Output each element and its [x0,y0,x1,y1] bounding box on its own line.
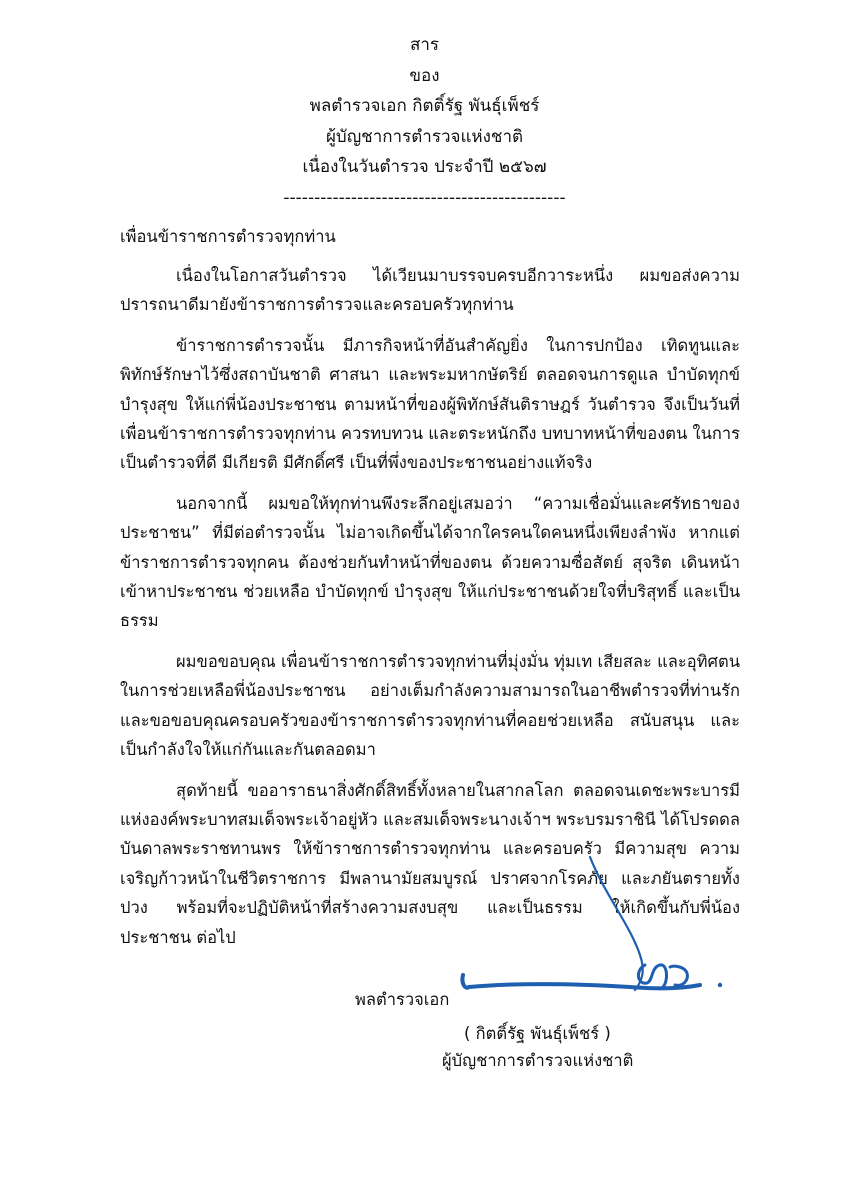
header-line-author: พลตำรวจเอก กิตติ์รัฐ พันธุ์เพ็ชร์ [309,96,540,116]
paragraph-1: เนื่องในโอกาสวันตำรวจ ได้เวียนมาบรรจบครบอีกวาระหนึ่ง ผมขอส่งความปรารถนาดีมายังข้าราชการตำรวจและครอบครัวทุกท่าน [120,266,740,315]
header-line-of: ของ [409,65,440,86]
letter-header [0,30,849,213]
signature-name: ( กิตติ์รัฐ พันธุ์เพ็ชร์ ) [464,1024,611,1043]
handwritten-signature [455,855,755,1015]
signature-stroke [590,857,643,990]
signature-rank: พลตำรวจเอก [355,990,450,1009]
paragraph-3: นอกจากนี้ ผมขอให้ทุกท่านพึงระลึกอยู่เสมอว่า “ความเชื่อมั่นและศรัทธาของประชาชน” ที่มีต่อตำรวจนั้น ไม่อาจเกิดขึ้นได้จากใครคนใดคนหนึ่งเพียงลำพัง หากแต่ข้าราชการตำรวจทุกคน ต้องช่วยกันทำหน้าที่ของตน ด้วยความซื่อสัตย์ สุจริต เดินหน้าเข้าหาประชาชน ช่วยเหลือ บำบัดทุกข์ บำรุงสุข ให้แก่ประชาชนด้วยใจที่บริสุทธิ์ และเป็นธรรม [120,493,740,631]
signature-dot [718,983,722,987]
paragraph-2: ข้าราชการตำรวจนั้น มีภารกิจหน้าที่อันสำคัญยิ่ง ในการปกป้อง เทิดทูนและพิทักษ์รักษาไว้ซึ่งสถาบันชาติ ศาสนา และพระมหากษัตริย์ ตลอดจนการดูแล บำบัดทุกข์ บำรุงสุข ให้แก่พี่น้องประชาชน ตามหน้าที่ของผู้พิทักษ์สันติราษฎร์ วันตำรวจ จึงเป็นวันที่เพื่อนข้าราชการตำรวจทุกท่าน ควรทบทวน และตระหนักถึง บทบาทหน้าที่ของตน ในการเป็นตำรวจที่ดี มีเกียรติ มีศักดิ์ศรี เป็นที่พึ่งของประชาชนอย่างแท้จริง [120,335,740,473]
paragraph-4: ผมขอขอบคุณ เพื่อนข้าราชการตำรวจทุกท่านที่มุ่งมั่น ทุ่มเท เสียสละ และอุทิศตนในการช่วยเหลือพี่น้องประชาชน อย่างเต็มกำลังความสามารถในอาชีพตำรวจที่ท่านรักและขอขอบคุณครอบครัวของข้าราชการตำรวจทุกท่านที่คอยช่วยเหลือ สนับสนุน และเป็นกำลังใจให้แก่กันและกันตลอดมา [120,651,740,760]
signature-title: ผู้บัญชาการตำรวจแห่งชาติ [442,1051,634,1070]
signature-stroke [638,965,687,987]
letter-body [120,222,740,963]
header-divider: ---------------------------------------------- [283,187,566,208]
salutation: เพื่อนข้าราชการตำรวจทุกท่าน [120,227,336,246]
header-line-message: สาร [409,35,440,55]
header-line-occasion: เนื่องในวันตำรวจ ประจำปี ๒๕๖๗ [302,157,547,177]
paragraph-5: สุดท้ายนี้ ขออาราธนาสิ่งศักดิ์สิทธิ์ทั้งหลายในสากลโลก ตลอดจนเดชะพระบารมีแห่งองค์พระบาทสมเด็จพระเจ้าอยู่หัว และสมเด็จพระนางเจ้าฯ พระบรมราชินี ได้โปรดดลบันดาลพระราชทานพร ให้ข้าราชการตำรวจทุกท่าน และครอบครัว มีความสุข ความเจริญก้าวหน้าในชีวิตราชการ มีพลานามัยสมบูรณ์ ปราศจากโรคภัย และภยันตรายทั้งปวง พร้อมที่จะปฏิบัติหน้าที่สร้างความสงบสุข และเป็นธรรม ให้เกิดขึ้นกับพี่น้องประชาชน ต่อไป [120,780,740,947]
header-line-position: ผู้บัญชาการตำรวจแห่งชาติ [325,126,524,147]
